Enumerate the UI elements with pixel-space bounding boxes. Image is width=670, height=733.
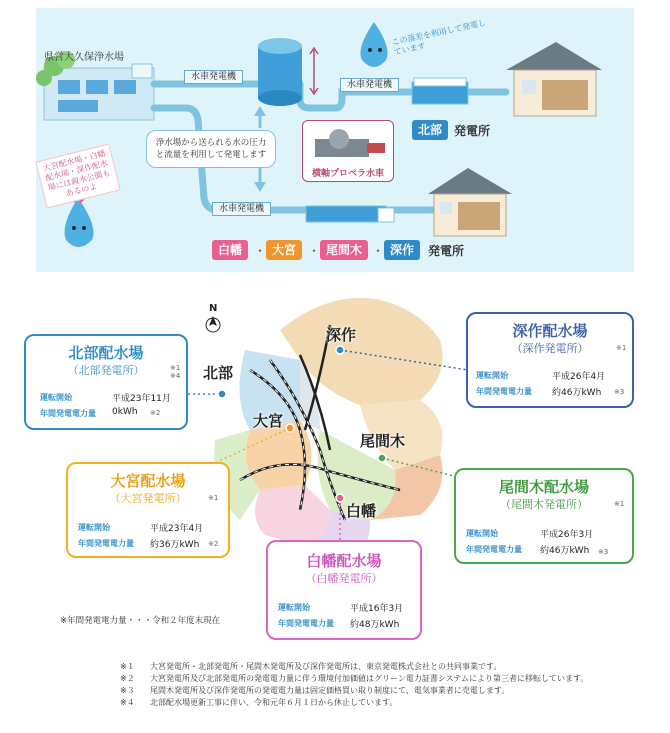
card-shirahata bbox=[266, 540, 422, 640]
card-omagi-power-val: 約46万kWh bbox=[540, 546, 590, 556]
tag-fukasaku: 深作 bbox=[384, 240, 420, 260]
card-shirahata-sub: （白幡発電所） bbox=[305, 572, 383, 585]
card-fukasaku-start-key: 運転開始 bbox=[476, 371, 508, 380]
card-omagi-start-val: 平成26年3月 bbox=[540, 530, 594, 540]
region-shirahata bbox=[255, 485, 330, 545]
drop-speech-bubble: この落差を利用して発電しています bbox=[390, 18, 487, 57]
card-omiya-title: 大宮配水場 bbox=[110, 472, 186, 490]
card-omagi-sub: （尾間木発電所） bbox=[500, 498, 588, 511]
compass-label: N bbox=[209, 303, 218, 314]
card-hokubu-start-val: 平成23年11月 bbox=[112, 394, 171, 404]
schematic-panel bbox=[36, 8, 634, 272]
annual-power-note: ※年間発電電力量・・・令和２年度末現在 bbox=[60, 616, 221, 626]
card-fukasaku-power-key: 年間発電電力量 bbox=[476, 387, 532, 396]
explain-callout: 浄水場から送られる水の圧力と流量を利用して発電します bbox=[146, 130, 276, 168]
card-fukasaku-title: 深作配水場 bbox=[512, 322, 588, 340]
marker-omiya bbox=[286, 424, 294, 432]
card-omiya-power-key: 年間発電電力量 bbox=[78, 539, 134, 548]
map-label-omiya: 大宮 bbox=[253, 412, 284, 430]
map-label-shirahata: 白幡 bbox=[346, 502, 377, 520]
card-hokubu-title: 北部配水場 bbox=[68, 344, 144, 362]
water-tank bbox=[258, 38, 318, 106]
footnote-3-mark: ※３ bbox=[120, 686, 135, 695]
card-shirahata-start-key: 運転開始 bbox=[278, 603, 310, 612]
card-fukasaku-power-val: 約46万kWh bbox=[552, 388, 602, 398]
card-shirahata-start-val: 平成16年3月 bbox=[350, 604, 404, 614]
propeller-turbine-label: 横軸プロペラ水車 bbox=[311, 169, 384, 179]
card-hokubu bbox=[24, 334, 188, 430]
card-fukasaku bbox=[466, 312, 634, 408]
card-shirahata-power-val: 約48万kWh bbox=[350, 620, 400, 630]
card-omagi-power-key: 年間発電電力量 bbox=[466, 545, 522, 554]
card-omagi-start-key: 運転開始 bbox=[466, 529, 498, 538]
card-hokubu-power-val: 0kWh bbox=[112, 407, 138, 417]
generator-box-2: 水車発電機 bbox=[340, 78, 399, 92]
propeller-turbine-box bbox=[302, 120, 394, 182]
house-upper bbox=[506, 42, 602, 116]
marker-fukasaku bbox=[336, 346, 344, 354]
card-hokubu-start-key: 運転開始 bbox=[40, 393, 72, 402]
station-word-lower: 発電所 bbox=[428, 244, 465, 258]
upper-reservoir bbox=[412, 78, 468, 104]
footnote-4-text: 北部配水場更新工事に伴い、令和元年６月１日から休止しています。 bbox=[150, 698, 398, 707]
lower-reservoir bbox=[306, 206, 394, 222]
separator-2: ・ bbox=[308, 244, 321, 258]
tag-omagi: 尾間木 bbox=[320, 240, 368, 260]
card-omagi-title: 尾間木配水場 bbox=[498, 478, 589, 496]
map-label-fukasaku: 深作 bbox=[326, 326, 357, 344]
card-fukasaku-power-note: ※3 bbox=[614, 388, 625, 396]
footnote-3-text: 尾間木発電所及び深作発電所の発電電力量は固定価格買い取り制度にて、電気事業者に売電します。 bbox=[150, 686, 510, 695]
pink-note: 大宮配水場・白幡配水場・深作配水場には親水公園もあるのよ bbox=[35, 144, 120, 209]
marker-shirahata bbox=[336, 494, 344, 502]
card-hokubu-power-key: 年間発電電力量 bbox=[40, 409, 96, 418]
card-shirahata-power-key: 年間発電電力量 bbox=[278, 619, 334, 628]
card-omagi bbox=[454, 468, 634, 564]
card-hokubu-note: ※1 ※4 bbox=[170, 364, 181, 380]
hokubu-station-tag: 北部 bbox=[412, 120, 448, 140]
footnote-2-text: 大宮発電所及び北部発電所の発電電力量に伴う環境付加価値はグリーン電力証書システムにより第三者に移転しています。 bbox=[150, 674, 589, 683]
footnote-2-mark: ※２ bbox=[120, 674, 135, 683]
tag-omiya: 大宮 bbox=[266, 240, 302, 260]
hokubu-station-word: 発電所 bbox=[454, 124, 491, 138]
map-label-hokubu: 北部 bbox=[203, 364, 234, 382]
card-omagi-power-note: ※3 bbox=[598, 548, 609, 556]
plant-label: 県営大久保浄水場 bbox=[44, 52, 124, 63]
map-label-omagi: 尾間木 bbox=[360, 432, 406, 450]
footnote-1-mark: ※１ bbox=[120, 662, 135, 671]
compass-icon bbox=[206, 316, 220, 332]
card-omiya-start-key: 運転開始 bbox=[78, 523, 110, 532]
generator-box-3: 水車発電機 bbox=[212, 202, 271, 216]
card-fukasaku-start-val: 平成26年4月 bbox=[552, 372, 606, 382]
card-omiya-note: ※1 bbox=[208, 494, 219, 502]
card-hokubu-sub: （北部発電所） bbox=[67, 364, 145, 377]
footnote-1-text: 大宮発電所・北部発電所・尾間木発電所及び深作発電所は、東京発電株式会社との共同事業です。 bbox=[150, 662, 502, 671]
card-omiya bbox=[66, 462, 230, 558]
card-fukasaku-sub: （深作発電所） bbox=[511, 342, 589, 355]
separator-3: ・ bbox=[372, 244, 385, 258]
card-shirahata-title: 白幡配水場 bbox=[306, 552, 382, 570]
tag-shirahata: 白幡 bbox=[212, 240, 248, 260]
card-fukasaku-note: ※1 bbox=[616, 344, 627, 352]
marker-hokubu bbox=[218, 390, 226, 398]
footnote-4-mark: ※４ bbox=[120, 698, 135, 707]
card-hokubu-power-note: ※2 bbox=[150, 409, 161, 417]
card-omiya-sub: （大宮発電所） bbox=[109, 492, 187, 505]
propeller-turbine-image bbox=[305, 125, 393, 169]
separator-1: ・ bbox=[254, 244, 267, 258]
card-omagi-note: ※1 bbox=[614, 500, 625, 508]
water-drop-mascot-right bbox=[361, 22, 388, 67]
card-omiya-power-note: ※2 bbox=[208, 540, 219, 548]
marker-omagi bbox=[378, 454, 386, 462]
card-omiya-start-val: 平成23年4月 bbox=[150, 524, 204, 534]
card-omiya-power-val: 約36万kWh bbox=[150, 540, 200, 550]
generator-box-1: 水車発電機 bbox=[184, 70, 243, 84]
house-lower bbox=[428, 168, 512, 236]
